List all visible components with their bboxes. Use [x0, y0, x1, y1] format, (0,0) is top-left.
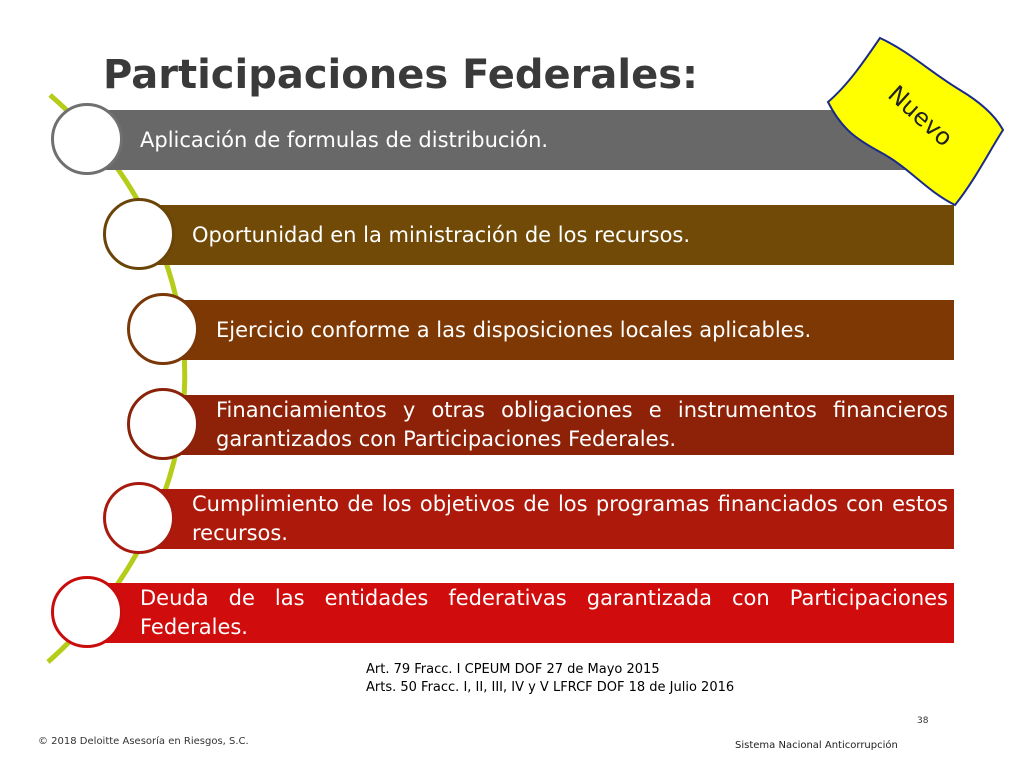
item-marker-5: [103, 482, 175, 554]
item-text-3: Ejercicio conforme a las disposiciones locales aplicables.: [216, 317, 812, 342]
item-text-2: Oportunidad en la ministración de los recursos.: [192, 222, 691, 247]
reference-1: Art. 79 Fracc. I CPEUM DOF 27 de Mayo 2015: [366, 662, 660, 677]
item-bar-2: [140, 205, 954, 265]
item-bar-4: [164, 395, 954, 455]
item-bar-6: [88, 583, 954, 643]
item-text-5: Cumplimiento de los objetivos de los programas financiados con estos recursos.: [192, 492, 948, 545]
item-marker-4: [127, 388, 199, 460]
footer-org: Sistema Nacional Anticorrupción: [735, 740, 898, 751]
item-marker-3: [127, 293, 199, 365]
page-number: 38: [917, 716, 929, 726]
item-text-6: Deuda de las entidades federativas garantizada con Participaciones Federales.: [140, 586, 948, 639]
references: [366, 661, 734, 696]
item-bar-3: [164, 300, 954, 360]
badge-label: Nuevo: [882, 79, 959, 153]
reference-2: Arts. 50 Fracc. I, II, III, IV y V LFRCF DOF 18 de Julio 2016: [366, 679, 735, 695]
nuevo-badge: [820, 30, 1010, 210]
item-text-1: Aplicación de formulas de distribución.: [140, 127, 549, 152]
item-marker-2: [103, 198, 175, 270]
copyright-footer: © 2018 Deloitte Asesoría en Riesgos, S.C.: [38, 736, 249, 747]
item-marker-6: [51, 576, 123, 648]
item-bar-5: [140, 489, 954, 549]
item-text-4: Financiamientos y otras obligaciones e instrumentos financieros garantizados con Participaciones Federales.: [216, 398, 948, 451]
slide-title: Participaciones Federales:: [103, 52, 699, 98]
item-marker-1: [51, 103, 123, 175]
